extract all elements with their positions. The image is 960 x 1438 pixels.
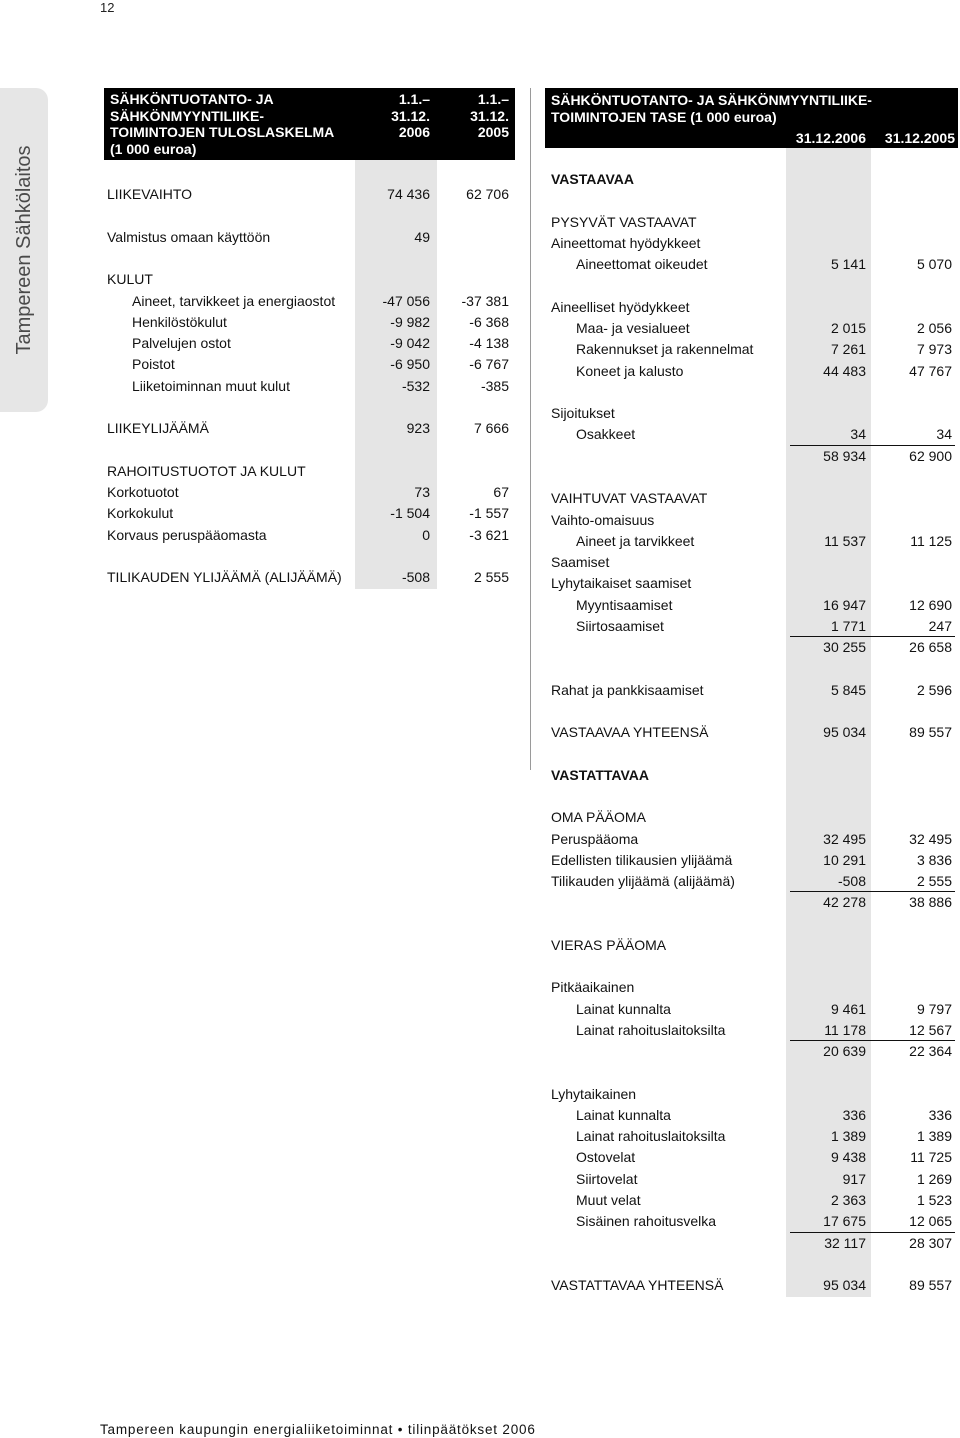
value-2005: 2 596 bbox=[916, 681, 952, 698]
value-2006 bbox=[786, 169, 871, 190]
row-label: Valmistus omaan käyttöön bbox=[107, 228, 271, 245]
row-label: Myyntisaamiset bbox=[576, 596, 673, 613]
table-row bbox=[545, 935, 958, 956]
title-line: SÄHKÖNTUOTANTO- JA bbox=[110, 91, 274, 107]
table-row bbox=[104, 482, 515, 503]
row-label: Tilikauden ylijäämä (alijäämä) bbox=[551, 873, 735, 890]
table-section bbox=[545, 191, 958, 276]
row-label: Rakennukset ja rakennelmat bbox=[576, 341, 754, 358]
value-2005 bbox=[437, 269, 515, 290]
table-row bbox=[104, 269, 515, 290]
balance-sheet-table bbox=[545, 148, 958, 1296]
value-2005: 336 bbox=[928, 1106, 952, 1123]
value-2005: 12 567 bbox=[909, 1021, 952, 1038]
value-2005: 62 900 bbox=[909, 447, 952, 464]
value-2006: -47 056 bbox=[382, 292, 430, 309]
value-2005: 32 495 bbox=[909, 830, 952, 847]
value-2005: -37 381 bbox=[461, 292, 509, 309]
value-2006 bbox=[786, 807, 871, 828]
value-2005 bbox=[871, 935, 958, 956]
value-2006 bbox=[786, 1084, 871, 1105]
table-section bbox=[545, 956, 958, 1062]
row-label: Lainat kunnalta bbox=[576, 1106, 671, 1123]
value-2005: 34 bbox=[936, 426, 952, 443]
value-2005: 7 973 bbox=[916, 341, 952, 358]
date-header-2005: 31.12.2005 bbox=[884, 129, 955, 146]
footer: Tampereen kaupungin energialiiketoiminnat • tilinpäätökset 2006 bbox=[100, 1422, 536, 1437]
row-label: Maa- ja vesialueet bbox=[576, 320, 690, 337]
period-line: 1.1.– bbox=[477, 91, 509, 107]
value-2005: 2 555 bbox=[916, 873, 952, 890]
row-label: VASTATTAVAA bbox=[551, 766, 649, 783]
income-statement-header bbox=[104, 88, 515, 160]
row-label: Korkokulut bbox=[107, 505, 174, 522]
value-2005 bbox=[871, 807, 958, 828]
table-row bbox=[545, 510, 958, 531]
value-2005: 22 364 bbox=[909, 1043, 952, 1060]
title-line: TOIMINTOJEN TASE (1 000 euroa) bbox=[551, 108, 777, 125]
value-2005: -385 bbox=[480, 377, 509, 394]
table-row bbox=[545, 297, 958, 318]
table-row bbox=[545, 977, 958, 998]
value-2006: 0 bbox=[422, 526, 430, 543]
table-section bbox=[104, 439, 515, 545]
value-2006 bbox=[786, 233, 871, 254]
value-2005: -3 621 bbox=[469, 526, 509, 543]
table-section bbox=[545, 743, 958, 786]
section-heading-row bbox=[545, 765, 958, 786]
table-row bbox=[545, 1020, 958, 1041]
table-row bbox=[545, 807, 958, 828]
subtotal-row bbox=[545, 1041, 958, 1062]
date-header-2006: 31.12.2006 bbox=[795, 129, 866, 146]
title-line: TOIMINTOJEN TULOSLASKELMA bbox=[110, 124, 335, 141]
table-row bbox=[545, 1147, 958, 1168]
row-label: Lyhytaikaiset saamiset bbox=[551, 575, 692, 592]
value-2006: 58 934 bbox=[823, 447, 866, 464]
value-2006: 5 845 bbox=[830, 681, 866, 698]
table-section bbox=[104, 206, 515, 249]
row-label: VAIHTUVAT VASTAAVAT bbox=[551, 490, 708, 507]
value-2005: 38 886 bbox=[909, 894, 952, 911]
value-2006: 336 bbox=[842, 1106, 866, 1123]
value-2006 bbox=[786, 510, 871, 531]
value-2006: 923 bbox=[406, 420, 430, 437]
value-2005: -6 767 bbox=[469, 356, 509, 373]
row-label: Vaihto-omaisuus bbox=[551, 511, 655, 528]
row-label: VASTAAVAA bbox=[551, 171, 634, 188]
value-2005: 9 797 bbox=[916, 1000, 952, 1017]
table-row bbox=[104, 461, 515, 482]
table-row bbox=[104, 418, 515, 439]
income-statement-table bbox=[104, 163, 515, 588]
table-row bbox=[545, 1084, 958, 1105]
row-label: Pitkäaikainen bbox=[551, 979, 635, 996]
table-row bbox=[545, 1190, 958, 1211]
table-row bbox=[545, 531, 958, 552]
row-label bbox=[545, 892, 786, 913]
row-label: RAHOITUSTUOTOT JA KULUT bbox=[107, 462, 306, 479]
row-label: Muut velat bbox=[576, 1192, 641, 1209]
value-2006: -9 042 bbox=[390, 335, 430, 352]
value-2005 bbox=[871, 573, 958, 594]
value-2005 bbox=[871, 233, 958, 254]
subtotal-row bbox=[545, 1233, 958, 1254]
value-2005: 12 065 bbox=[909, 1213, 952, 1230]
row-label: OMA PÄÄOMA bbox=[551, 809, 646, 826]
row-label bbox=[545, 1233, 786, 1254]
side-tab-label: Tampereen Sähkölaitos bbox=[13, 145, 35, 355]
value-2006 bbox=[786, 935, 871, 956]
row-label: VIERAS PÄÄOMA bbox=[551, 936, 667, 953]
row-label: LIIKEYLIJÄÄMÄ bbox=[107, 420, 209, 437]
table-row bbox=[545, 1126, 958, 1147]
value-2006: 2 015 bbox=[830, 320, 866, 337]
table-section bbox=[545, 701, 958, 744]
value-2005: 89 557 bbox=[909, 1277, 952, 1294]
subtotal-row bbox=[545, 446, 958, 467]
section-heading-row bbox=[545, 169, 958, 190]
value-2006 bbox=[355, 269, 437, 290]
period-line: 2005 bbox=[477, 124, 509, 141]
row-label: Poistot bbox=[132, 356, 175, 373]
column-divider bbox=[530, 88, 531, 770]
title-line: SÄHKÖNTUOTANTO- JA SÄHKÖNMYYNTILIIKE- bbox=[551, 91, 872, 108]
value-2006 bbox=[786, 212, 871, 233]
value-2005 bbox=[871, 488, 958, 509]
value-2005 bbox=[871, 297, 958, 318]
value-2005: 5 070 bbox=[916, 256, 952, 273]
value-2006 bbox=[786, 488, 871, 509]
table-section bbox=[545, 1062, 958, 1253]
value-2006: 16 947 bbox=[823, 596, 866, 613]
value-2006 bbox=[786, 977, 871, 998]
value-2005: 26 658 bbox=[909, 639, 952, 656]
table-row bbox=[104, 525, 515, 546]
subtotal-row bbox=[545, 637, 958, 658]
value-2006: -508 bbox=[401, 569, 430, 586]
page-number: 12 bbox=[100, 0, 115, 15]
row-label: Aineet ja tarvikkeet bbox=[576, 532, 695, 549]
value-2006 bbox=[786, 297, 871, 318]
value-2006: 73 bbox=[414, 483, 430, 500]
value-2006: 2 363 bbox=[830, 1192, 866, 1209]
value-2005: 2 056 bbox=[916, 320, 952, 337]
value-2006: 32 495 bbox=[823, 830, 866, 847]
row-label bbox=[545, 446, 786, 467]
row-label bbox=[545, 637, 786, 658]
value-2006: -9 982 bbox=[390, 313, 430, 330]
table-section bbox=[104, 546, 515, 589]
subtotal-row bbox=[545, 892, 958, 913]
table-row bbox=[545, 424, 958, 445]
row-label: Korvaus peruspääomasta bbox=[107, 526, 267, 543]
table-row bbox=[545, 573, 958, 594]
table-section bbox=[545, 276, 958, 382]
row-label: Korkotuotot bbox=[107, 483, 179, 500]
value-2005: 47 767 bbox=[909, 362, 952, 379]
table-row bbox=[104, 333, 515, 354]
value-2005: 1 269 bbox=[916, 1170, 952, 1187]
row-label: Liiketoiminnan muut kulut bbox=[132, 377, 290, 394]
row-label: Ostovelat bbox=[576, 1149, 636, 1166]
table-row bbox=[545, 829, 958, 850]
table-section bbox=[104, 248, 515, 397]
table-row bbox=[545, 871, 958, 892]
value-2006: 74 436 bbox=[387, 186, 430, 203]
row-label: Lainat rahoituslaitoksilta bbox=[576, 1128, 726, 1145]
side-tab bbox=[0, 88, 48, 412]
value-2006: 30 255 bbox=[823, 639, 866, 656]
value-2005: -4 138 bbox=[469, 335, 509, 352]
row-label bbox=[545, 1041, 786, 1062]
period-line: 31.12. bbox=[391, 107, 430, 124]
value-2005: 3 836 bbox=[916, 851, 952, 868]
table-section bbox=[104, 397, 515, 440]
row-label: Sijoitukset bbox=[551, 405, 615, 422]
value-2006: 32 117 bbox=[824, 1234, 866, 1251]
table-row bbox=[545, 488, 958, 509]
value-2006: -6 950 bbox=[390, 356, 430, 373]
table-row bbox=[545, 552, 958, 573]
title-line: SÄHKÖNMYYNTILIIKE- bbox=[110, 107, 264, 124]
value-2005 bbox=[871, 169, 958, 190]
value-2005: 67 bbox=[493, 483, 509, 500]
value-2006: 10 291 bbox=[823, 851, 866, 868]
value-2005 bbox=[871, 212, 958, 233]
row-label: Saamiset bbox=[551, 554, 610, 571]
table-section bbox=[545, 382, 958, 467]
table-section bbox=[545, 148, 958, 191]
row-label: VASTAAVAA YHTEENSÄ bbox=[551, 724, 709, 741]
period-line: 2006 bbox=[398, 124, 430, 141]
row-label: Aineelliset hyödykkeet bbox=[551, 298, 690, 315]
table-row bbox=[545, 254, 958, 275]
value-2005: 2 555 bbox=[473, 569, 509, 586]
table-row bbox=[545, 1105, 958, 1126]
table-row bbox=[104, 184, 515, 205]
value-2005: 1 389 bbox=[916, 1128, 952, 1145]
period-line: 1.1.– bbox=[398, 91, 430, 107]
value-2006: 9 438 bbox=[830, 1149, 866, 1166]
value-2006: 11 537 bbox=[824, 532, 866, 549]
row-label: Aineettomat oikeudet bbox=[576, 256, 708, 273]
table-section bbox=[104, 163, 515, 206]
value-2005 bbox=[871, 977, 958, 998]
value-2005: 11 725 bbox=[910, 1149, 952, 1166]
value-2006 bbox=[355, 461, 437, 482]
table-section bbox=[545, 467, 958, 658]
table-row bbox=[104, 376, 515, 397]
value-2006: 7 261 bbox=[830, 341, 866, 358]
row-label: LIIKEVAIHTO bbox=[107, 186, 193, 203]
period-line: 31.12. bbox=[470, 107, 509, 124]
value-2006: 17 675 bbox=[823, 1213, 866, 1230]
value-2005 bbox=[871, 765, 958, 786]
row-label: Palvelujen ostot bbox=[132, 335, 231, 352]
table-row bbox=[545, 361, 958, 382]
table-row bbox=[545, 999, 958, 1020]
row-label: Siirtosaamiset bbox=[576, 617, 664, 634]
table-row bbox=[104, 227, 515, 248]
value-2006: -508 bbox=[837, 873, 866, 890]
table-row bbox=[104, 291, 515, 312]
value-2006 bbox=[786, 403, 871, 424]
income-statement-title bbox=[104, 91, 355, 160]
row-label: Siirtovelat bbox=[576, 1170, 638, 1187]
table-row bbox=[104, 354, 515, 375]
value-2005 bbox=[871, 1084, 958, 1105]
row-label: Lyhytaikainen bbox=[551, 1085, 637, 1102]
table-row bbox=[545, 616, 958, 637]
table-section bbox=[545, 1254, 958, 1297]
table-row bbox=[545, 722, 958, 743]
value-2006: 42 278 bbox=[823, 894, 866, 911]
row-label: Edellisten tilikausien ylijäämä bbox=[551, 851, 733, 868]
value-2006: 1 771 bbox=[830, 617, 866, 634]
row-label: Henkilöstökulut bbox=[132, 313, 227, 330]
table-row bbox=[545, 680, 958, 701]
value-2005 bbox=[437, 227, 515, 248]
value-2006: 95 034 bbox=[823, 724, 866, 741]
table-row bbox=[545, 318, 958, 339]
row-label: Sisäinen rahoitusvelka bbox=[576, 1213, 717, 1230]
row-label: Lainat rahoituslaitoksilta bbox=[576, 1021, 726, 1038]
date-headers bbox=[786, 130, 958, 147]
value-2006: 49 bbox=[414, 228, 430, 245]
value-2005: 11 125 bbox=[910, 532, 952, 549]
value-2005 bbox=[871, 552, 958, 573]
table-row bbox=[545, 850, 958, 871]
value-2005: 62 706 bbox=[466, 186, 509, 203]
value-2005: 12 690 bbox=[909, 596, 952, 613]
value-2006: 34 bbox=[850, 426, 866, 443]
table-section bbox=[545, 786, 958, 914]
table-row bbox=[104, 312, 515, 333]
value-2006: 20 639 bbox=[823, 1043, 866, 1060]
value-2006: -532 bbox=[401, 377, 430, 394]
table-row bbox=[545, 1169, 958, 1190]
balance-sheet-header bbox=[545, 88, 958, 148]
row-label: Peruspääoma bbox=[551, 830, 639, 847]
value-2005: 247 bbox=[928, 617, 952, 634]
value-2005: 89 557 bbox=[909, 724, 952, 741]
value-2005: 28 307 bbox=[909, 1234, 952, 1251]
row-label: Aineet, tarvikkeet ja energiaostot bbox=[132, 292, 336, 309]
row-label: PYSYVÄT VASTAAVAT bbox=[551, 213, 697, 230]
row-label: VASTATTAVAA YHTEENSÄ bbox=[551, 1277, 724, 1294]
value-2006: 95 034 bbox=[823, 1277, 866, 1294]
value-2005: -1 557 bbox=[469, 505, 509, 522]
value-2006 bbox=[786, 573, 871, 594]
value-2006: 44 483 bbox=[823, 362, 866, 379]
table-row bbox=[545, 403, 958, 424]
value-2006 bbox=[786, 765, 871, 786]
value-2005 bbox=[871, 510, 958, 531]
table-section bbox=[545, 914, 958, 957]
row-label: Aineettomat hyödykkeet bbox=[551, 235, 701, 252]
value-2005: -6 368 bbox=[469, 313, 509, 330]
value-2005: 1 523 bbox=[916, 1192, 952, 1209]
value-2005 bbox=[437, 461, 515, 482]
value-2005 bbox=[871, 403, 958, 424]
row-label: TILIKAUDEN YLIJÄÄMÄ (ALIJÄÄMÄ) bbox=[107, 569, 342, 586]
value-2006: -1 504 bbox=[390, 505, 430, 522]
table-row bbox=[104, 567, 515, 588]
table-section bbox=[545, 658, 958, 701]
row-label: Osakkeet bbox=[576, 426, 636, 443]
row-label: KULUT bbox=[107, 271, 153, 288]
table-row bbox=[545, 1211, 958, 1232]
value-2006: 917 bbox=[842, 1170, 866, 1187]
period-header-2005 bbox=[437, 91, 515, 160]
table-row bbox=[545, 339, 958, 360]
value-2006: 9 461 bbox=[830, 1000, 866, 1017]
table-row bbox=[545, 595, 958, 616]
value-2006: 5 141 bbox=[830, 256, 866, 273]
title-line: (1 000 euroa) bbox=[110, 141, 197, 158]
value-2006 bbox=[786, 552, 871, 573]
value-2006: 1 389 bbox=[830, 1128, 866, 1145]
period-header-2006 bbox=[355, 91, 437, 160]
value-2006: 11 178 bbox=[824, 1021, 866, 1038]
table-row bbox=[545, 1275, 958, 1296]
row-label: Koneet ja kalusto bbox=[576, 362, 684, 379]
table-row bbox=[545, 233, 958, 254]
row-label: Lainat kunnalta bbox=[576, 1000, 671, 1017]
table-row bbox=[104, 503, 515, 524]
value-2005: 7 666 bbox=[473, 420, 509, 437]
row-label: Rahat ja pankkisaamiset bbox=[551, 681, 704, 698]
table-row bbox=[545, 212, 958, 233]
